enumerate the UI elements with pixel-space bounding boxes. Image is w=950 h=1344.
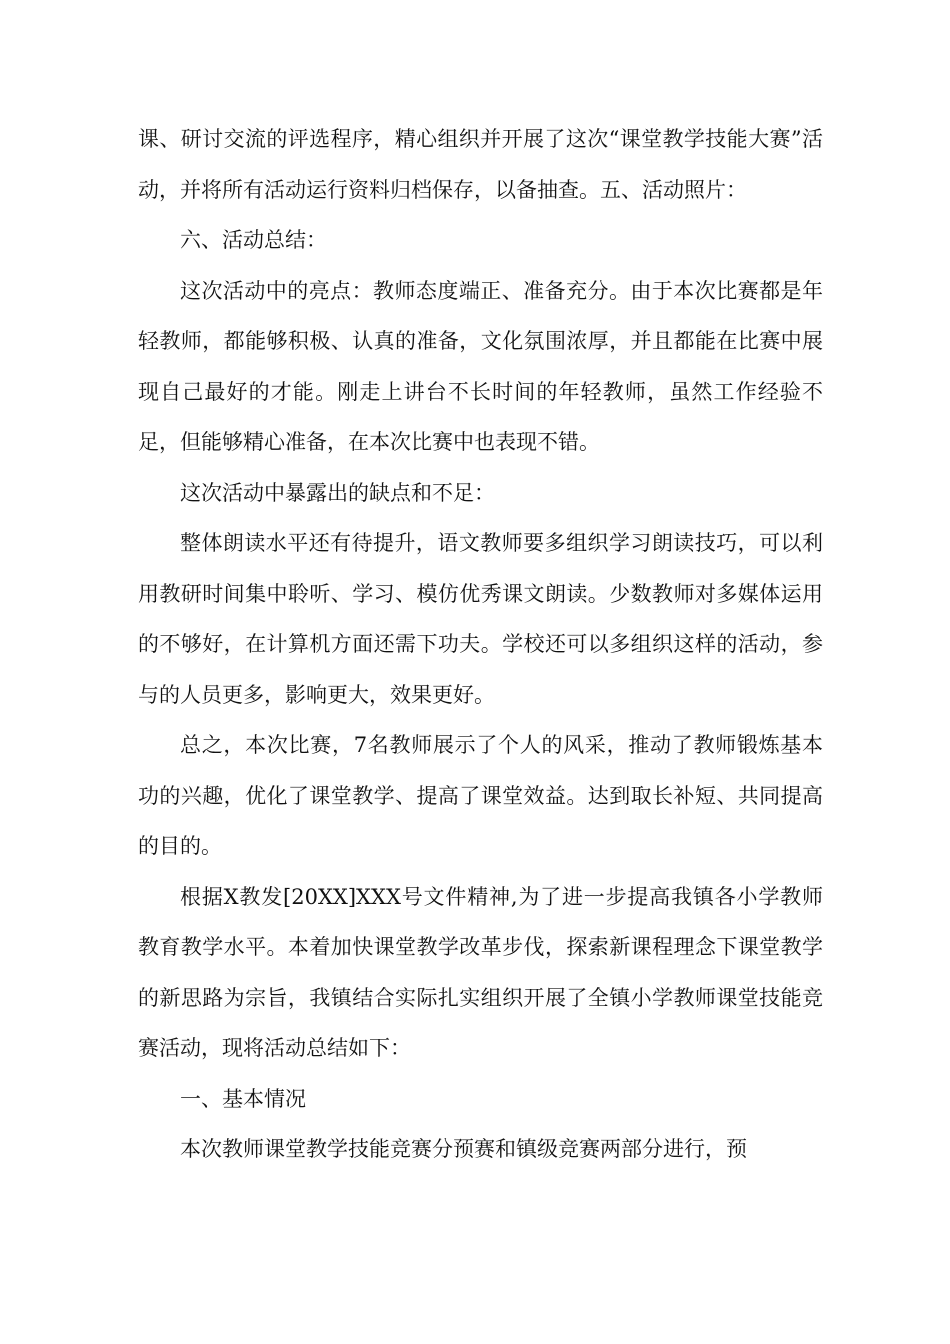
paragraph-5: 整体朗读水平还有待提升，语文教师要多组织学习朗读技巧，可以利用教研时间集中聆听、学习、模仿优秀课文朗读。少数教师对多媒体运用的不够好，在计算机方面还需下功夫。学校还可以多组织这样的活动，参与的人员更多，影响更大，效果更好。 <box>138 531 823 707</box>
paragraph-4: 这次活动中暴露出的缺点和不足： <box>180 480 495 505</box>
paragraph-9: 本次教师课堂教学技能竞赛分预赛和镇级竞赛两部分进行，预 <box>180 1137 747 1161</box>
paragraph-3: 这次活动中的亮点：教师态度端正、准备充分。由于本次比赛都是年轻教师，都能够积极、认真的准备，文化氛围浓厚，并且都能在比赛中展现自己最好的才能。刚走上讲台不长时间的年轻教师，虽然工作经验不足，但能够精心准备，在本次比赛中也表现不错。 <box>138 278 823 454</box>
document-body <box>138 114 823 1175</box>
paragraph-2-heading: 六、活动总结： <box>180 228 327 252</box>
paragraph-6: 总之，本次比赛，7名教师展示了个人的风采，推动了教师锻炼基本功的兴趣，优化了课堂教学、提高了课堂效益。达到取长补短、共同提高的目的。 <box>138 733 823 858</box>
paragraph-7: 根据X教发[20XX]XXX号文件精神,为了进一步提高我镇各小学教师教育教学水平。本着加快课堂教学改革步伐，探索新课程理念下课堂教学的新思路为宗旨，我镇结合实际扎实组织开展了全镇小学教师课堂技能竞赛活动，现将活动总结如下： <box>138 884 823 1060</box>
paragraph-1: 课、研讨交流的评选程序，精心组织并开展了这次“课堂教学技能大赛”活动，并将所有活动运行资料归档保存，以备抽查。五、活动照片： <box>138 127 823 202</box>
paragraph-8-heading: 一、基本情况 <box>180 1086 306 1111</box>
